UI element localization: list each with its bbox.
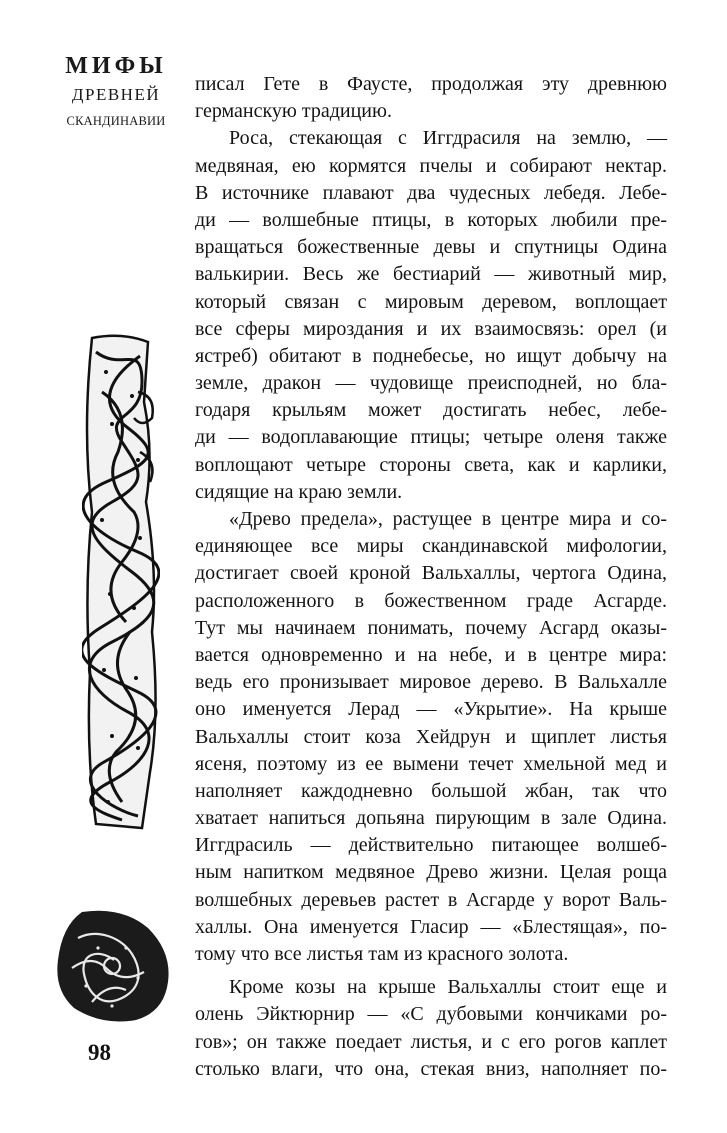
text-line: хватает напиться допьяна пирующим в зале Одина. [195, 807, 667, 830]
header-title-line3: СКАНДИНАВИИ [66, 114, 166, 128]
carved-stone-icon [52, 908, 174, 1024]
text-line: который связан с мировым деревом, воплощает [195, 290, 667, 313]
text-line: писал Гете в Фаусте, продолжая эту древнюю [195, 73, 667, 95]
text-line: халлы. Она именуется Гласир — «Блестящая», по- [195, 915, 667, 938]
text-line: тому что все листья там из красного золота. [195, 943, 569, 965]
text-line: ястреб) обитают в поднебесье, но ищут добычу на [195, 344, 667, 367]
text-line: воплощают четыре стороны света, как и карлики, [195, 453, 667, 476]
text-line: Тут мы начинаем понимать, почему Асгард оказы- [195, 616, 667, 639]
text-line: ди — водоплавающие птицы; четыре оленя также [195, 426, 667, 449]
text-line: оно именуется Лерад — «Укрытие». На крыше [195, 698, 667, 721]
text-line: Иггдрасиль — действительно питающее волшеб- [195, 834, 667, 857]
text-line: наполняет каждодневно большой жбан, так что [195, 779, 667, 802]
text-line: ясеня, поэтому из ее вымени течет хмельной мед и [195, 752, 667, 775]
text-line: Роса, стекающая с Иггдрасиля на землю, — [229, 127, 667, 150]
text-line: единяющее все миры скандинавской мифологии, [195, 535, 667, 558]
page-number: 98 [88, 1040, 111, 1065]
runestone-carving-icon [82, 332, 160, 830]
text-line: ведь его пронизывает мировое дерево. В Вальхалле [195, 671, 667, 694]
text-line: столько влаги, что она, стекая вниз, наполняет по- [195, 1057, 667, 1080]
body-text [195, 71, 667, 1083]
text-line: земле, дракон — чудовище преисподней, но бла- [195, 372, 667, 395]
text-line: волшебных деревьев растет в Асгарде у ворот Валь- [195, 888, 667, 911]
text-line: вращаться божественные девы и спутницы Одина [195, 236, 667, 259]
text-line: олень Эйктюрнир — «С дубовыми кончиками ро- [195, 1003, 667, 1026]
text-line: ди — волшебные птицы, в которых любили пре- [195, 208, 667, 231]
text-line: сидящие на краю земли. [195, 480, 403, 503]
text-line: Вальхаллы стоит коза Хейдрун и щиплет листья [195, 725, 667, 748]
text-line: все сферы мироздания и их взаимосвязь: орел (и [195, 317, 667, 340]
text-line: гов»; он также поедает листья, и с его рогов каплет [195, 1030, 667, 1053]
text-line: вается одновременно и на небе, и в центре мира: [195, 643, 667, 666]
header-title-line2: ДРЕВНЕЙ [71, 85, 161, 104]
text-line: годаря крыльям может достигать небес, лебе- [195, 399, 667, 422]
text-line: расположенного в божественном граде Асгарде. [195, 589, 667, 612]
text-line: медвяная, ею кормятся пчелы и собирают нектар. [195, 154, 667, 177]
header-title-line1: МИФЫ [65, 53, 167, 79]
text-line: В источнике плавают два чудесных лебедя. Лебе- [195, 181, 667, 204]
text-line: германскую традицию. [195, 100, 392, 123]
running-header [60, 52, 172, 132]
text-line: валькирии. Весь же бестиарий — животный мир, [195, 263, 667, 286]
text-line: Кроме козы на крыше Вальхаллы стоит еще и [229, 976, 667, 999]
text-line: ным напитком медвяное Древо жизни. Целая роща [195, 861, 667, 884]
text-line: «Древо предела», растущее в центре мира и со- [229, 508, 667, 530]
text-line: достигает своей кроной Вальхаллы, чертога Одина, [195, 562, 667, 585]
